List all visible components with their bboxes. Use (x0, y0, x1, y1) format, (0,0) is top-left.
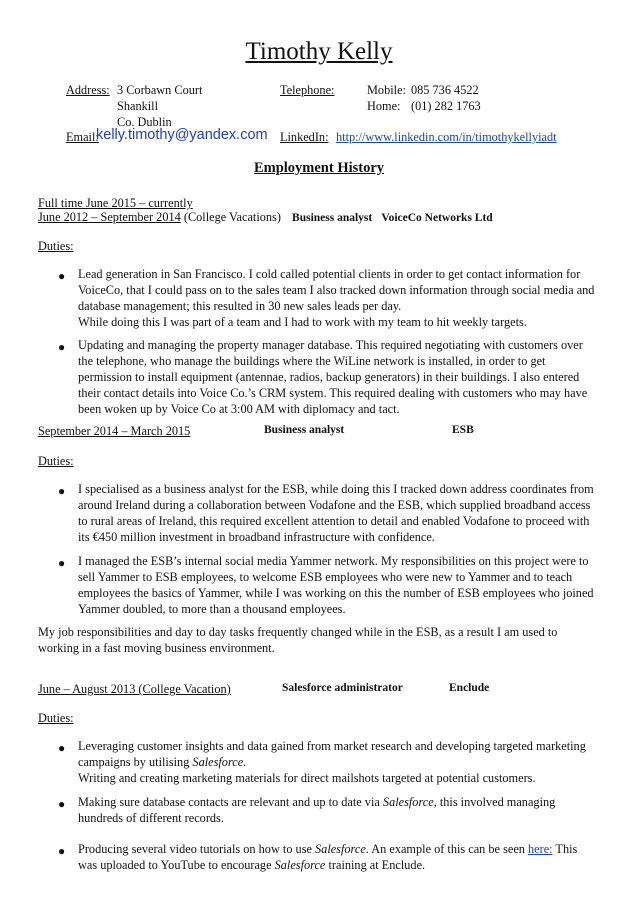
job1-note: (College Vacations) (183, 210, 281, 224)
job2-bullet-2 (78, 553, 598, 617)
job3-duties-label: Duties: (38, 711, 74, 725)
address-line-1: 3 Corbawn Court (117, 83, 203, 97)
job2-summary (38, 624, 558, 656)
text-run: training at Enclude. (325, 858, 426, 872)
text-run: Producing several video tutorials on how to use (78, 842, 316, 856)
text-line: While doing this I was part of a team and I had to work with my team to hit weekly targets. (78, 315, 527, 329)
address-line-2: Shankill (117, 99, 158, 113)
text-line: permission to install equipment (antennae, radios, backup generators) in their buildings. I also entered (78, 370, 580, 384)
salesforce-italic: Salesforce. (192, 755, 247, 769)
text-line: around Ireland during a collaboration between Vodafone and the ESB, which supplied broadband access (78, 498, 591, 512)
job2-company: ESB (452, 424, 474, 436)
linkedin-label: LinkedIn: (280, 130, 329, 144)
job3-bullet-3 (78, 841, 598, 873)
job3-title: Salesforce administrator (282, 682, 403, 694)
job1-title: Business analyst (292, 212, 373, 224)
text-line: working in a fast moving business environment. (38, 641, 275, 655)
address-label: Address: (66, 83, 110, 97)
address-line-3: Co. Dublin (117, 115, 172, 129)
text-line: Writing and creating marketing materials for direct mailshots targeted at potential customers. (78, 771, 536, 785)
text-line: sell Yammer to ESB employees, to welcome ESB employees who were new to Yammer and to teach (78, 570, 573, 584)
text-line: hundreds of different records. (78, 811, 224, 825)
text-line: Yammer doubled, to more than a thousand employees. (78, 602, 346, 616)
mobile-value: 085 736 4522 (411, 83, 479, 97)
text-line (78, 857, 598, 873)
text-line: employees the basics of Yammer, while I was working on this the number of ESB employees who joined (78, 586, 594, 600)
text-line: I specialised as a business analyst for the ESB, while doing this I tracked down address coordinates from (78, 482, 594, 496)
salesforce-italic: Salesforce (274, 858, 326, 872)
job3-company: Enclude (449, 682, 490, 694)
bullet-icon: ● (58, 797, 66, 811)
text-line: to rural areas of Ireland, this required excellent attention to detail and enabled Vodafone to proceed with (78, 514, 590, 528)
job2-period: September 2014 – March 2015 (38, 424, 191, 438)
email-link[interactable]: kelly.timothy@yandex.com (96, 127, 268, 143)
job1-company: VoiceCo Networks Ltd (381, 212, 493, 224)
text-run: was uploaded to YouTube to encourage (78, 858, 275, 872)
bullet-icon: ● (58, 340, 66, 354)
bullet-icon: ● (58, 269, 66, 283)
bullet-icon: ● (58, 844, 66, 858)
text-run: . An example of this can be seen (365, 842, 528, 856)
video-link[interactable]: here: (528, 842, 553, 856)
email-label: Email: (66, 130, 99, 144)
text-line: been woken up by Voice Co at 3:00 AM with diplomacy and tact. (78, 402, 400, 416)
telephone-label: Telephone: (280, 83, 335, 97)
job3-period: June – August 2013 (College Vacation) (38, 682, 231, 696)
bullet-icon: ● (58, 556, 66, 570)
linkedin-link[interactable]: http://www.linkedin.com/in/timothykellyiadt (336, 130, 557, 144)
job3-bullet-1 (78, 738, 598, 786)
job2-duties-label: Duties: (38, 454, 74, 468)
text-line: the telephone, who manage the buildings where the WiLine network is installed, in order to get (78, 354, 546, 368)
section-title: Employment History (253, 160, 385, 176)
job2-bullet-1 (78, 481, 598, 545)
text-line: their contact details into Voice Co.’s CRM system. This required dealing with customers who may have (78, 386, 588, 400)
page-title: Timothy Kelly (245, 38, 393, 65)
job3-bullet-2 (78, 794, 598, 826)
job1-header (38, 210, 493, 225)
job1-duties-label: Duties: (38, 239, 74, 253)
text-line (78, 794, 598, 810)
job1-period-1: Full time June 2015 – currently (38, 196, 193, 210)
home-value: (01) 282 1763 (411, 99, 481, 113)
text-line: Updating and managing the property manager database. This required negotiating with customers over (78, 338, 583, 352)
text-line: database management; this resulted in 30 new sales leads per day. (78, 299, 402, 313)
bullet-icon: ● (58, 741, 66, 755)
salesforce-italic: Salesforce (315, 842, 366, 856)
text-line (78, 841, 598, 857)
text-line: I managed the ESB’s internal social media Yammer network. My responsibilities on this project were to (78, 554, 589, 568)
text-line: My job responsibilities and day to day tasks frequently changed while in the ESB, as a result I am used to (38, 625, 558, 639)
salesforce-italic: Salesforce, (382, 795, 437, 809)
text-run: This (552, 842, 578, 856)
text-line: Leveraging customer insights and data gained from market research and developing targeted marketing (78, 739, 586, 753)
bullet-icon: ● (58, 484, 66, 498)
text-run: campaigns by utilising (78, 755, 193, 769)
job1-bullet-2 (78, 337, 598, 417)
text-line: VoiceCo, that I could pass on to the sales team I also tracked down information through social media and (78, 283, 595, 297)
job1-period-2: June 2012 – September 2014 (38, 210, 181, 224)
text-line: its €450 million investment in broadband infrastructure with confidence. (78, 530, 435, 544)
text-line (78, 754, 598, 770)
job2-title: Business analyst (264, 424, 345, 436)
text-run: Making sure database contacts are relevant and up to date via (78, 795, 383, 809)
job1-bullet-1 (78, 266, 598, 330)
text-line: Lead generation in San Francisco. I cold called potential clients in order to get contact information for (78, 267, 581, 281)
home-label: Home: (367, 99, 401, 113)
mobile-label: Mobile: (367, 83, 406, 97)
text-run: this involved managing (436, 795, 556, 809)
